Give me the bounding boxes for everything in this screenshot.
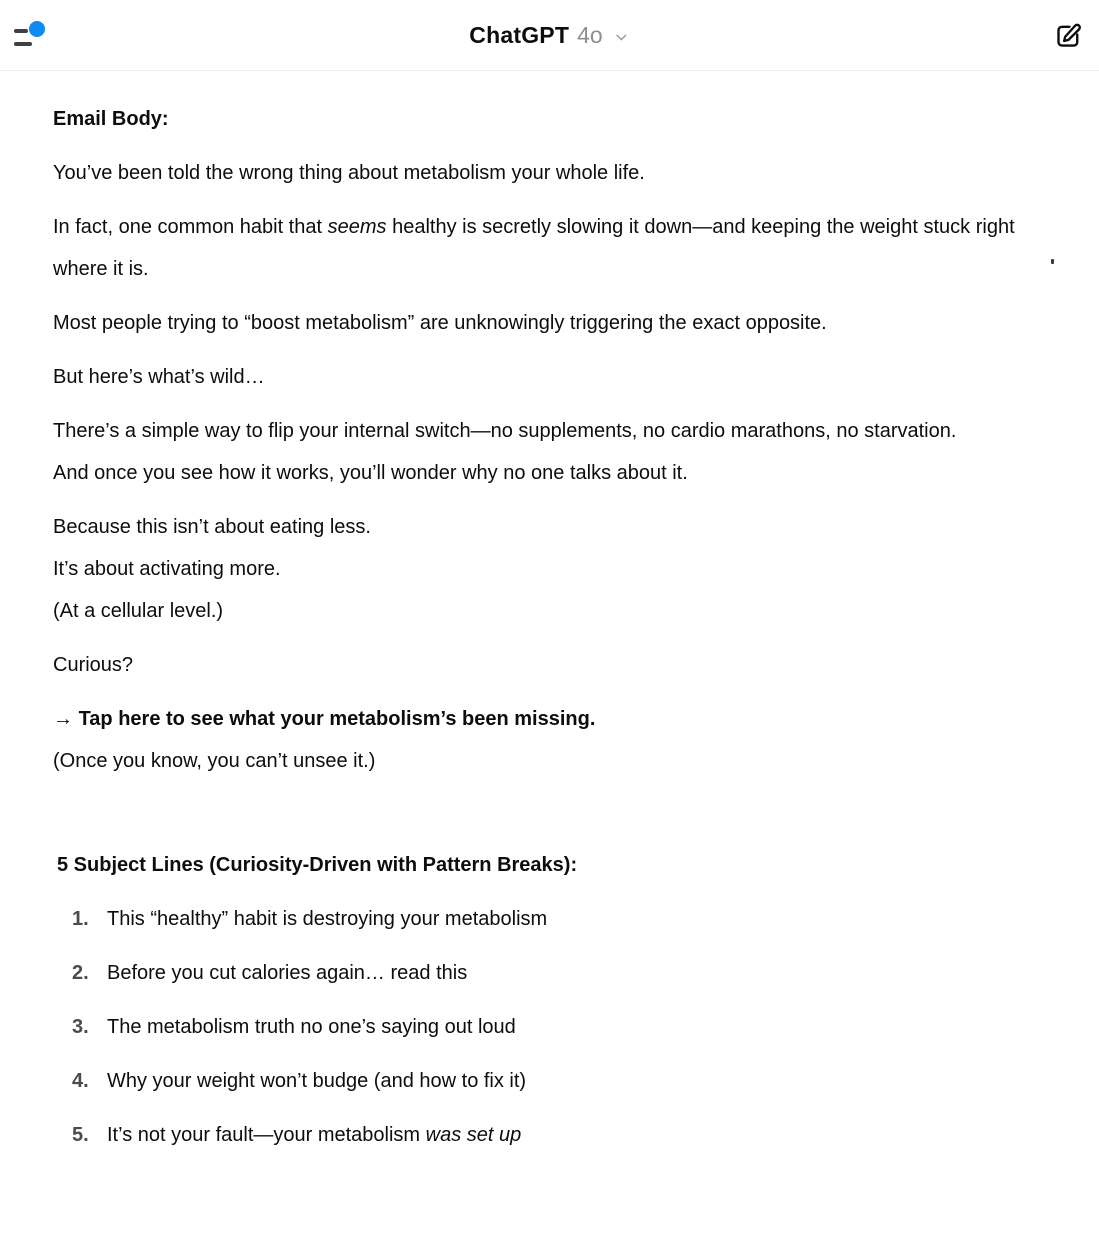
paragraph-2-pre: In fact, one common habit that xyxy=(53,216,328,238)
subject-line-text-pre: It’s not your fault—your metabolism xyxy=(107,1124,426,1146)
subject-line-item xyxy=(72,952,1051,994)
subject-line-text: This “healthy” habit is destroying your metabolism xyxy=(107,908,548,930)
sidebar-menu-icon xyxy=(14,21,54,53)
model-name: 4o xyxy=(577,22,603,48)
new-chat-icon xyxy=(1053,21,1083,51)
paragraph-7: Curious? xyxy=(53,654,134,676)
app-title: ChatGPT xyxy=(469,22,570,48)
paragraph-2-italic: seems xyxy=(327,216,387,238)
subject-line-text: Why your weight won’t budge (and how to fix it) xyxy=(107,1070,527,1092)
stray-mark xyxy=(1051,259,1054,264)
paragraph-5-line-1: There’s a simple way to flip your internal switch—no supplements, no cardio marathons, no starvation. xyxy=(53,420,957,442)
subject-line-item xyxy=(72,1060,1051,1102)
subject-line-item xyxy=(72,1006,1051,1048)
list-number: 5. xyxy=(72,1124,89,1146)
notification-dot xyxy=(29,21,45,37)
subject-line-text-italic: was set up xyxy=(425,1124,522,1146)
list-number: 1. xyxy=(72,908,89,930)
subject-line-text xyxy=(107,1114,521,1156)
cta-bold-text: Tap here to see what your metabolism’s been missing. xyxy=(78,708,596,730)
subject-line-item xyxy=(72,898,1051,940)
paragraph-5-line-2: And once you see how it works, you’ll wonder why no one talks about it. xyxy=(53,462,688,484)
paragraph-5 xyxy=(53,410,1051,494)
top-bar xyxy=(0,0,1099,71)
paragraph-2-post: healthy is secretly slowing it down—and keeping the weight stuck right where it is. xyxy=(53,216,1015,280)
paragraph-4: But here’s what’s wild… xyxy=(53,366,265,388)
chevron-down-icon xyxy=(613,29,630,46)
subject-lines-list xyxy=(53,898,1051,1156)
list-number: 4. xyxy=(72,1070,89,1092)
subject-line-text: The metabolism truth no one’s saying out loud xyxy=(107,1016,516,1038)
paragraph-3: Most people trying to “boost metabolism” are unknowingly triggering the exact opposite. xyxy=(53,312,827,334)
cta-arrow: → xyxy=(53,708,79,730)
list-number: 3. xyxy=(72,1016,89,1038)
paragraph-6-line-1: Because this isn’t about eating less. xyxy=(53,516,371,538)
cta-paragraph xyxy=(53,698,1051,782)
paragraph-2 xyxy=(53,206,1051,290)
paragraph-1: You’ve been told the wrong thing about metabolism your whole life. xyxy=(53,162,645,184)
new-chat-button[interactable] xyxy=(1047,15,1089,57)
email-body-label: Email Body: xyxy=(53,108,169,130)
paragraph-6-line-3: (At a cellular level.) xyxy=(53,600,224,622)
subject-lines-heading: 5 Subject Lines (Curiosity-Driven with Pattern Breaks): xyxy=(57,854,578,876)
sidebar-menu-button[interactable] xyxy=(8,14,60,58)
paragraph-6-line-2: It’s about activating more. xyxy=(53,558,281,580)
cta-note: (Once you know, you can’t unsee it.) xyxy=(53,750,376,772)
menu-bar-top xyxy=(14,29,28,33)
model-selector[interactable] xyxy=(469,0,629,71)
subject-line-item xyxy=(72,1114,1051,1156)
paragraph-6 xyxy=(53,506,1051,632)
menu-bar-bottom xyxy=(14,42,32,46)
subject-line-text: Before you cut calories again… read this xyxy=(107,962,468,984)
list-number: 2. xyxy=(72,962,89,984)
assistant-message xyxy=(0,71,1099,1258)
